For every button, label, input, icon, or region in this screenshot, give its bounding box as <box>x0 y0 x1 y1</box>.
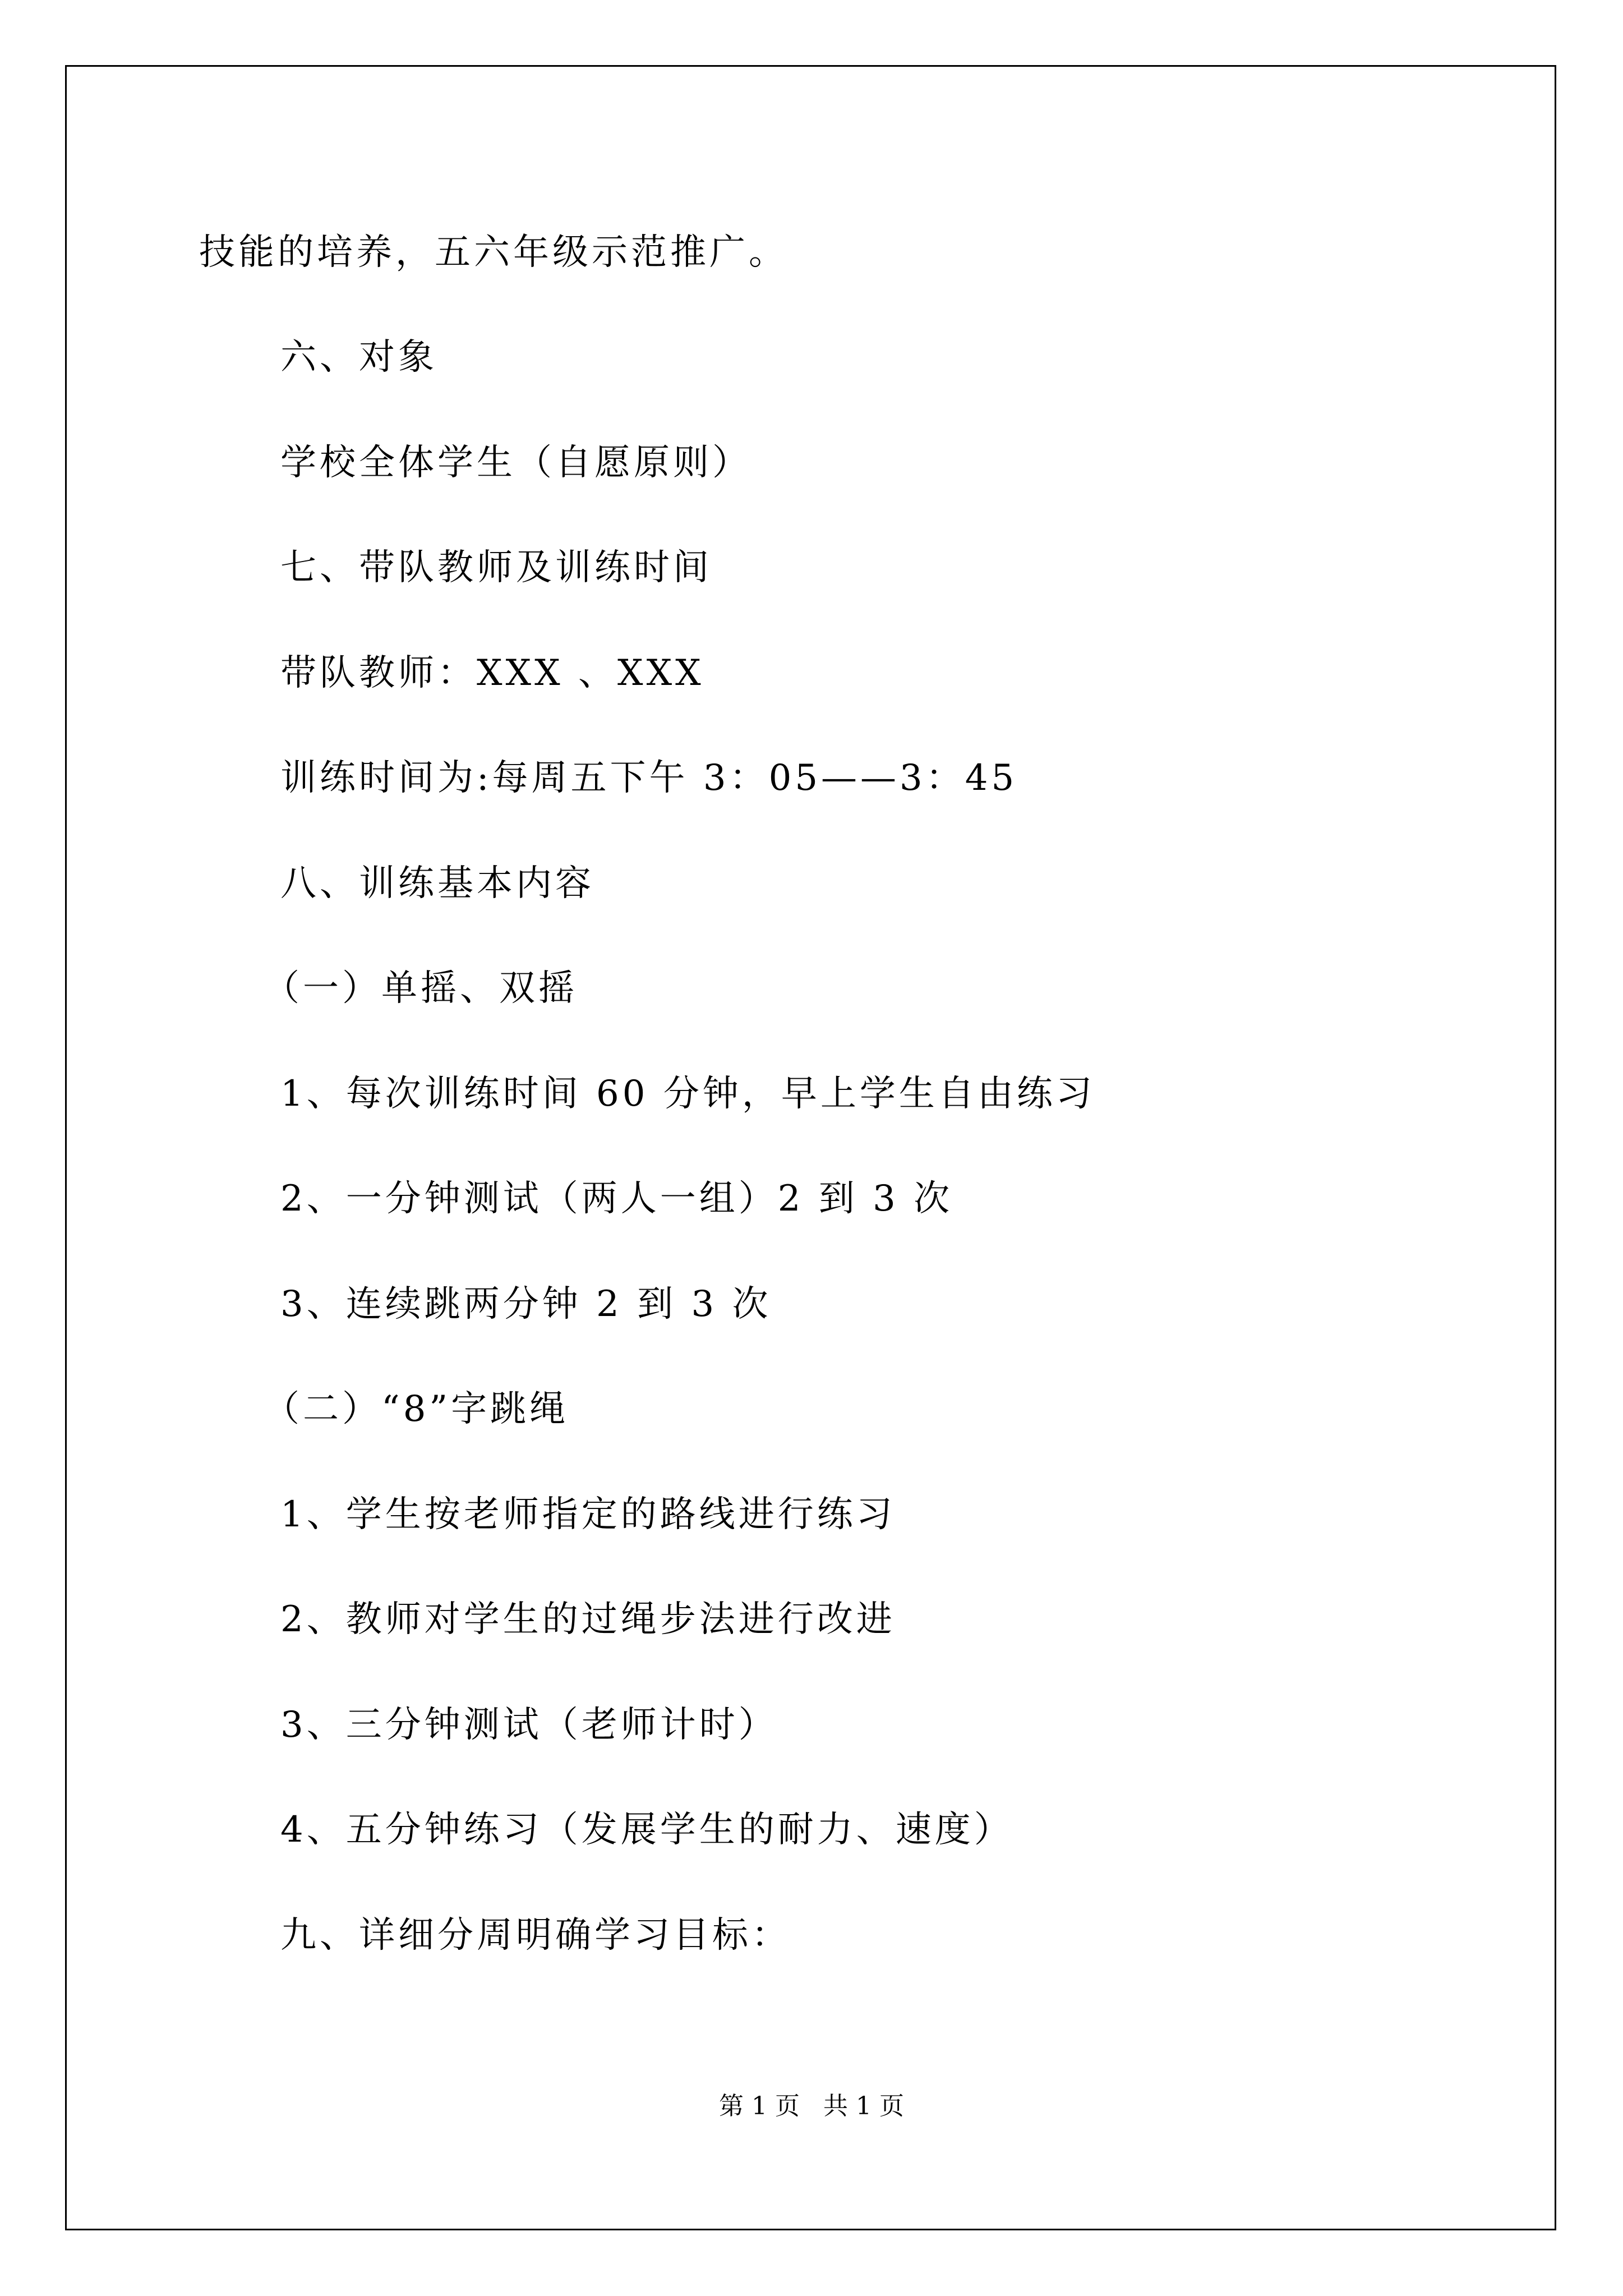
list-item: 2、一分钟测试（两人一组）2 到 3 次 <box>280 1178 953 1220</box>
page-footer <box>0 2090 1623 2123</box>
body-text-line: 学校全体学生（自愿原则） <box>280 442 751 484</box>
list-item: 3、三分钟测试（老师计时） <box>280 1704 778 1746</box>
body-text-line: 技能的培养，五六年级示范推广。 <box>199 232 788 273</box>
section-heading-goals: 九、详细分周明确学习目标： <box>280 1915 791 1956</box>
list-item: 3、连续跳两分钟 2 到 3 次 <box>280 1283 772 1325</box>
page-border <box>65 65 1556 2230</box>
body-text-line: 训练时间为:每周五下午 3：05——3：45 <box>280 757 1018 799</box>
section-heading-target: 六、对象 <box>280 337 437 378</box>
body-text-line: 带队教师：XXX 、XXX <box>280 652 704 694</box>
list-item: 2、教师对学生的过绳步法进行改进 <box>280 1599 896 1640</box>
subsection-heading: （二）“8”字跳绳 <box>264 1388 569 1430</box>
list-item: 4、五分钟练习（发展学生的耐力、速度） <box>280 1809 1013 1851</box>
subsection-heading: （一）单摇、双摇 <box>264 968 578 1009</box>
page-number-current: 第 1 页 <box>719 2092 800 2120</box>
list-item: 1、学生按老师指定的路线进行练习 <box>280 1494 896 1535</box>
page-number-total: 共 1 页 <box>823 2092 904 2120</box>
list-item: 1、每次训练时间 60 分钟，早上学生自由练习 <box>280 1073 1095 1115</box>
section-heading-content: 八、训练基本内容 <box>280 863 594 904</box>
section-heading-teachers: 七、带队教师及训练时间 <box>280 547 712 588</box>
